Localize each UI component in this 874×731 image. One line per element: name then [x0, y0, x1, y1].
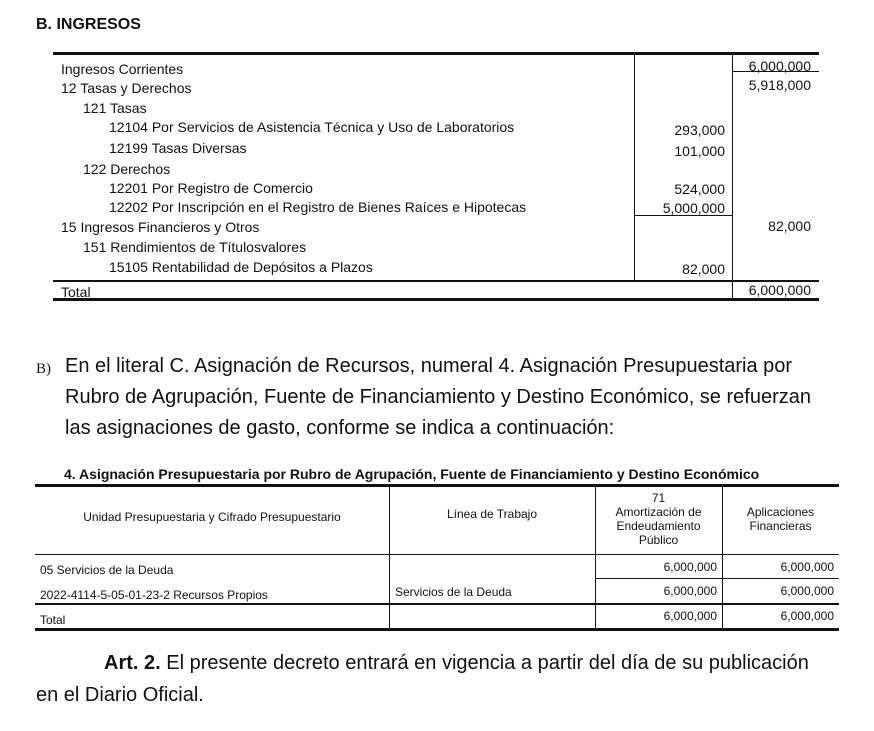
header-aplicaciones — [722, 505, 839, 533]
table-row-amount: 82,000 — [682, 261, 725, 277]
table-row-label: 12104 Por Servicios de Asistencia Técnica y Uso de Laboratorios — [109, 119, 515, 135]
table-row-total: 82,000 — [768, 218, 811, 234]
column-divider — [634, 55, 635, 280]
table-row-unidad: 05 Servicios de la Deuda — [40, 563, 174, 577]
article-number: Art. 2. — [104, 652, 161, 674]
table-bottom-rule — [53, 298, 819, 301]
table-row-label: 15 Ingresos Financieros y Otros — [61, 219, 260, 235]
table-row-amort: 6,000,000 — [663, 584, 717, 598]
total-aplic: 6,000,000 — [780, 609, 834, 623]
table-row-aplic: 6,000,000 — [780, 584, 834, 598]
table-row-unidad: 2022-4114-5-05-01-23-2 Recursos Propios — [40, 588, 268, 602]
table-row-label: 12202 Por Inscripción en el Registro de Bienes Raíces e Hipotecas — [109, 199, 527, 215]
total-label: Total — [61, 284, 91, 300]
table-top-rule — [35, 484, 839, 487]
total-value: 6,000,000 — [748, 282, 811, 298]
header-rule — [35, 554, 839, 555]
section-heading: B. INGRESOS — [36, 16, 141, 33]
header-aplic-line: Financieras — [749, 519, 812, 533]
table-row-label: 12 Tasas y Derechos — [61, 80, 192, 96]
header-amort-line: Amortización de — [615, 505, 702, 519]
table-row-aplic: 6,000,000 — [780, 560, 834, 574]
paragraph-line: En el literal C. Asignación de Recursos, numeral 4. Asignación Presupuestaria por — [65, 355, 793, 377]
article-line: en el Diario Oficial. — [36, 684, 204, 706]
total-amort: 6,000,000 — [663, 609, 717, 623]
article-text: El presente decreto entrará en vigencia a partir del día de su publicación — [160, 652, 809, 674]
total-label: Total — [40, 613, 66, 627]
header-aplic-line: Aplicaciones — [746, 505, 815, 519]
total-rule — [53, 280, 819, 282]
table-row-amount: 524,000 — [674, 181, 725, 197]
table-row-amount: 5,000,000 — [662, 200, 725, 216]
table-row-amount: 101,000 — [674, 143, 725, 159]
table-row-label: Ingresos Corrientes — [61, 61, 184, 77]
table-top-rule — [53, 52, 819, 55]
table-row-amount: 293,000 — [674, 122, 725, 138]
header-amortizacion — [595, 491, 722, 547]
header-amort-code: 71 — [651, 491, 666, 505]
table-row-total: 6,000,000 — [748, 58, 811, 74]
header-linea: Línea de Trabajo — [446, 507, 538, 521]
table-row-label: 122 Derechos — [83, 161, 171, 177]
paragraph-line: Rubro de Agrupación, Fuente de Financiamiento y Destino Económico, se refuerzan — [65, 386, 811, 408]
asignacion-table-title: 4. Asignación Presupuestaria por Rubro de Agrupación, Fuente de Financiamiento y Destino Económico — [64, 466, 760, 482]
table-row-label: 12201 Por Registro de Comercio — [109, 180, 313, 196]
table-row-label: 151 Rendimientos de Títulosvalores — [83, 239, 307, 255]
asignacion-table — [35, 484, 839, 632]
header-unidad: Unidad Presupuestaria y Cifrado Presupuestario — [83, 510, 341, 524]
table-row-label: 12199 Tasas Diversas — [109, 140, 247, 156]
cell-rule — [595, 578, 839, 579]
table-row-linea: Servicios de la Deuda — [395, 585, 512, 599]
total-rule — [35, 603, 839, 605]
table-row-total: 5,918,000 — [748, 77, 811, 93]
table-row-label: 15105 Rentabilidad de Depósitos a Plazos — [109, 259, 373, 275]
table-row-label: 121 Tasas — [83, 100, 147, 116]
header-amort-line: Público — [638, 533, 679, 547]
paragraph-line: las asignaciones de gasto, conforme se indica a continuación: — [65, 417, 615, 439]
ingresos-table — [53, 52, 819, 301]
table-bottom-rule — [35, 628, 839, 631]
header-amort-line: Endeudamiento — [616, 519, 701, 533]
article-line — [104, 648, 809, 678]
table-row-amort: 6,000,000 — [663, 560, 717, 574]
paragraph-marker: B) — [36, 361, 51, 377]
